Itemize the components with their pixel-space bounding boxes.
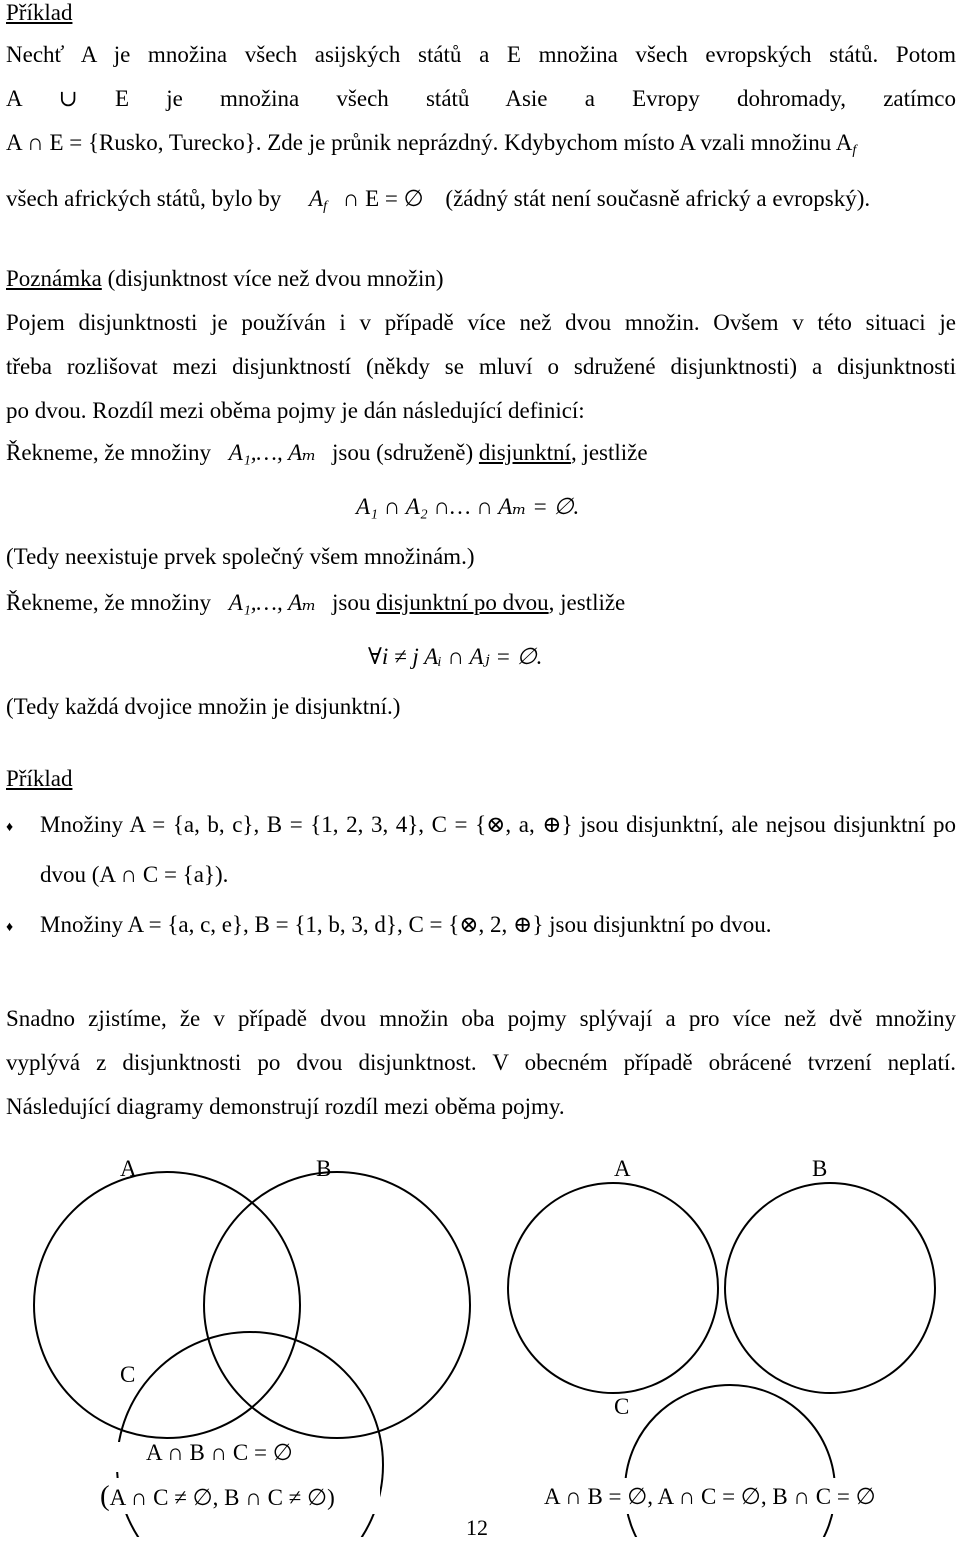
paragraph-line: vyplývá z disjunktnosti po dvou disjunktnost. V obecném případě obrácené tvrzení neplatí. — [6, 1050, 956, 1075]
set-label-c: C — [614, 1394, 630, 1419]
definition-term: disjunktní po dvou — [376, 590, 549, 615]
diagram-caption — [100, 1480, 335, 1513]
paragraph-line: (Tedy neexistuje prvek společný všem množinám.) — [6, 544, 475, 569]
set-label-a: A — [120, 1156, 137, 1181]
paragraph-line: (Tedy každá dvojice množin je disjunktní.) — [6, 694, 401, 719]
set-label-c: C — [120, 1362, 136, 1387]
set-label-b: B — [316, 1156, 332, 1181]
diagram-caption: A ∩ B ∩ C = ∅ — [146, 1440, 293, 1465]
definition-term: disjunktní — [478, 440, 571, 465]
set-label-b: B — [812, 1156, 828, 1181]
note-heading-rest: (disjunktnost více než dvou množin) — [101, 266, 444, 291]
paragraph-line: třeba rozlišovat mezi disjunktností (někdy se mluví o sdružené disjunktnosti) a disjunktnosti — [6, 354, 956, 379]
definition-text: Řekneme, že množiny — [6, 440, 212, 465]
set-label-a: A — [614, 1156, 631, 1181]
definition-text: Řekneme, že množiny — [6, 590, 212, 615]
caption-text: A ∩ C ≠ ∅, B ∩ C ≠ ∅) — [109, 1485, 335, 1510]
paragraph-line: Následující diagramy demonstrují rozdíl mezi oběma pojmy. — [6, 1094, 565, 1119]
formula: ∀i ≠ j Aᵢ ∩ Aⱼ = ∅. — [368, 644, 543, 669]
diagram-caption: A ∩ B = ∅, A ∩ C = ∅, B ∩ C = ∅ — [544, 1484, 876, 1509]
diamond-bullet-icon: ♦ — [6, 820, 14, 835]
left-circle-a — [34, 1172, 300, 1438]
definition-text: jsou — [332, 590, 371, 615]
list-item-line: Množiny A = {a, b, c}, B = {1, 2, 3, 4}, C = {⊗, a, ⊕} jsou disjunktní, ale nejsou disjunktní po — [40, 812, 956, 837]
diamond-bullet-icon: ♦ — [6, 920, 14, 935]
math-expression: A₁,…, Aₘ — [228, 590, 317, 615]
paragraph-text: všech afrických států, bylo by — [6, 186, 282, 211]
paragraph-line: Nechť A je množina všech asijských států a E množina všech evropských států. Potom — [6, 42, 956, 67]
page-number: 12 — [466, 1515, 488, 1540]
right-circle-c — [625, 1385, 835, 1537]
example-heading: Příklad — [6, 0, 73, 25]
math-symbol: A — [309, 186, 324, 211]
left-circle-b — [204, 1172, 470, 1438]
right-circle-a — [508, 1183, 718, 1393]
paragraph-line: A ∪ E je množina všech států Asie a Evropy dohromady, zatímco — [6, 86, 956, 111]
paragraph-line: Pojem disjunktnosti je používán i v případě více než dvou množin. Ovšem v této situaci je — [6, 310, 956, 335]
definition-text: , jestliže — [570, 440, 648, 465]
paragraph-line: po dvou. Rozdíl mezi oběma pojmy je dán následující definicí: — [6, 398, 585, 423]
paragraph-text: (žádný stát není současně africký a evropský). — [445, 186, 871, 211]
subscript: f — [323, 199, 327, 214]
list-item-line: Množiny A = {a, c, e}, B = {1, b, 3, d}, C = {⊗, 2, ⊕} jsou disjunktní po dvou. — [40, 912, 772, 937]
paragraph-line: Snadno zjistíme, že v případě dvou množin oba pojmy splývají a pro více než dvě množiny — [6, 1006, 956, 1031]
math-expression: ∩ E = ∅ — [342, 186, 424, 211]
note-heading-label: Poznámka — [6, 266, 102, 291]
paren: ( — [100, 1480, 110, 1512]
example-heading: Příklad — [6, 766, 73, 791]
right-circle-b — [725, 1183, 935, 1393]
subscript: f — [852, 143, 857, 158]
math-expression: A₁,…, Aₘ — [228, 440, 317, 465]
paragraph-text: A ∩ E = {Rusko, Turecko}. Zde je průnik neprázdný. Kdybychom místo A vzali množinu A — [6, 130, 853, 155]
definition-text: , jestliže — [548, 590, 626, 615]
list-item-line: dvou (A ∩ C = {a}). — [40, 862, 229, 887]
definition-text: jsou (sdruženě) — [332, 440, 474, 465]
formula: A₁ ∩ A₂ ∩… ∩ Aₘ = ∅. — [356, 494, 580, 519]
